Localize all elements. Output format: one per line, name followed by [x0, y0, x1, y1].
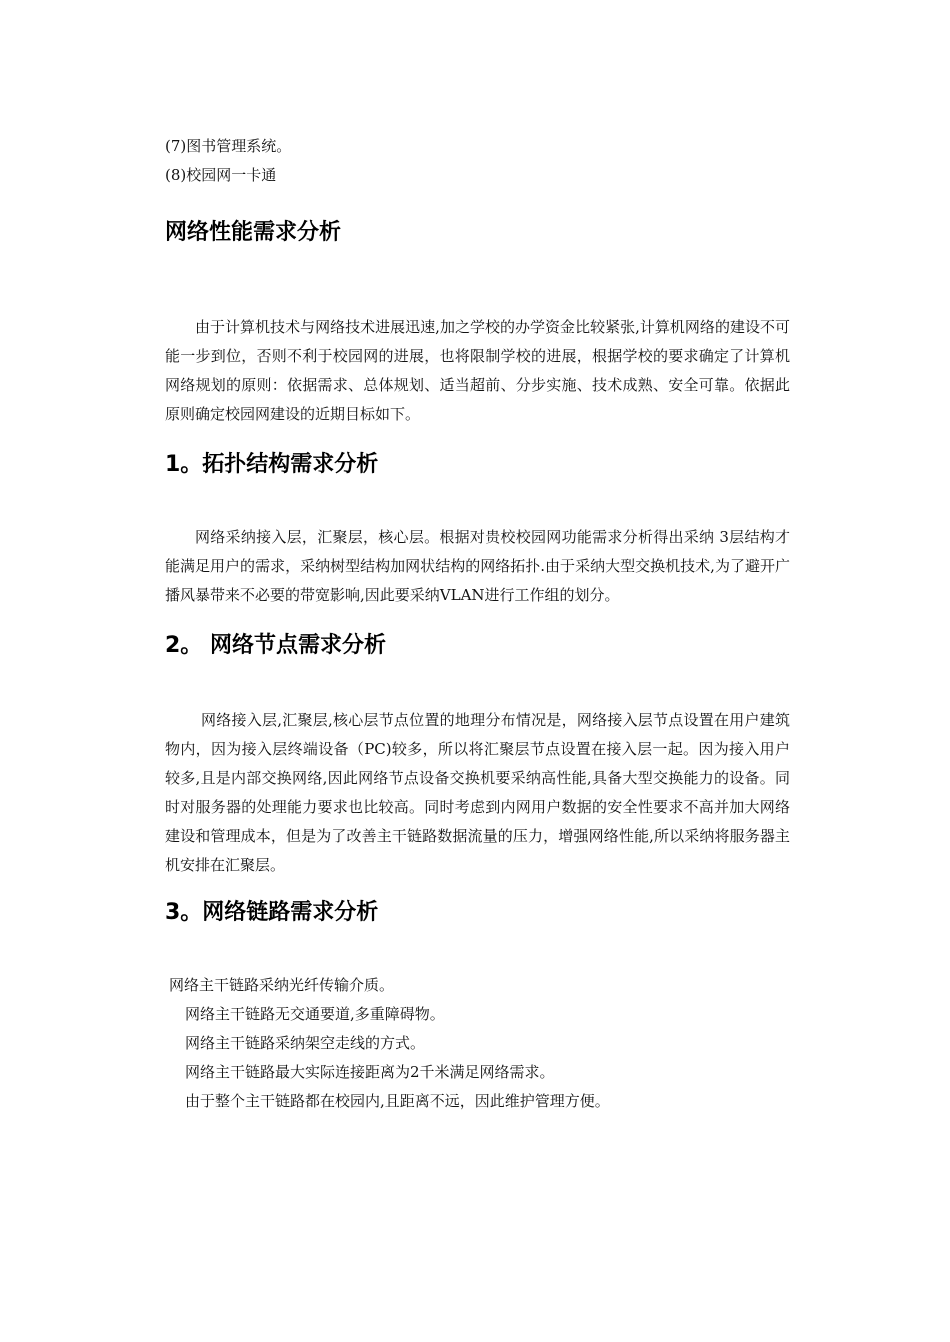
heading-nodes: 2。 网络节点需求分析: [165, 633, 386, 658]
heading-performance: 网络性能需求分析: [165, 220, 342, 245]
link-item-3: 网络主干链路采纳架空走线的方式。: [185, 1034, 426, 1052]
paragraph-performance: 由于计算机技术与网络技术进展迅速,加之学校的办学资金比较紧张,计算机网络的建设不可能一步到位，否则不利于校园网的进展，也将限制学校的进展，根据学校的要求确定了计算机网络规划的原则：依据需求、总体规划、适当超前、分步实施、技术成熟、安全可靠。依据此原则确定校园网建设的近期目标如下。: [165, 318, 790, 423]
paragraph-nodes: 网络接入层,汇聚层,核心层节点位置的地理分布情况是，网络接入层节点设置在用户建筑物内，因为接入层终端设备（PC)较多，所以将汇聚层节点设置在接入层一起。因为接入用户较多,且是内部交换网络,因此网络节点设备交换机要采纳高性能,具备大型交换能力的设备。同时对服务器的处理能力要求也比较高。同时考虑到内网用户数据的安全性要求不高并加大网络建设和管理成本，但是为了改善主干链路数据流量的压力，增强网络性能,所以采纳将服务器主机安排在汇聚层。: [165, 711, 790, 874]
list-item-7: (7)图书管理系统。: [165, 137, 292, 155]
link-item-1: 网络主干链路采纳光纤传输介质。: [169, 976, 395, 994]
paragraph-topology: 网络采纳接入层，汇聚层，核心层。根据对贵校校园网功能需求分析得出采纳 3层结构才能满足用户的需求，采纳树型结构加网状结构的网络拓扑.由于采纳大型交换机技术,为了避开广播风暴带来不必要的带宽影响,因此要采纳VLAN进行工作组的划分。: [165, 528, 790, 604]
heading-links: 3。网络链路需求分析: [165, 900, 379, 925]
link-item-5: 由于整个主干链路都在校园内,且距离不远，因此维护管理方便。: [185, 1092, 610, 1110]
list-item-8: (8)校园网一卡通: [165, 166, 277, 184]
link-item-4: 网络主干链路最大实际连接距离为2千米满足网络需求。: [185, 1063, 555, 1081]
link-item-2: 网络主干链路无交通要道,多重障碍物。: [185, 1005, 445, 1023]
heading-topology: 1。拓扑结构需求分析: [165, 452, 379, 477]
